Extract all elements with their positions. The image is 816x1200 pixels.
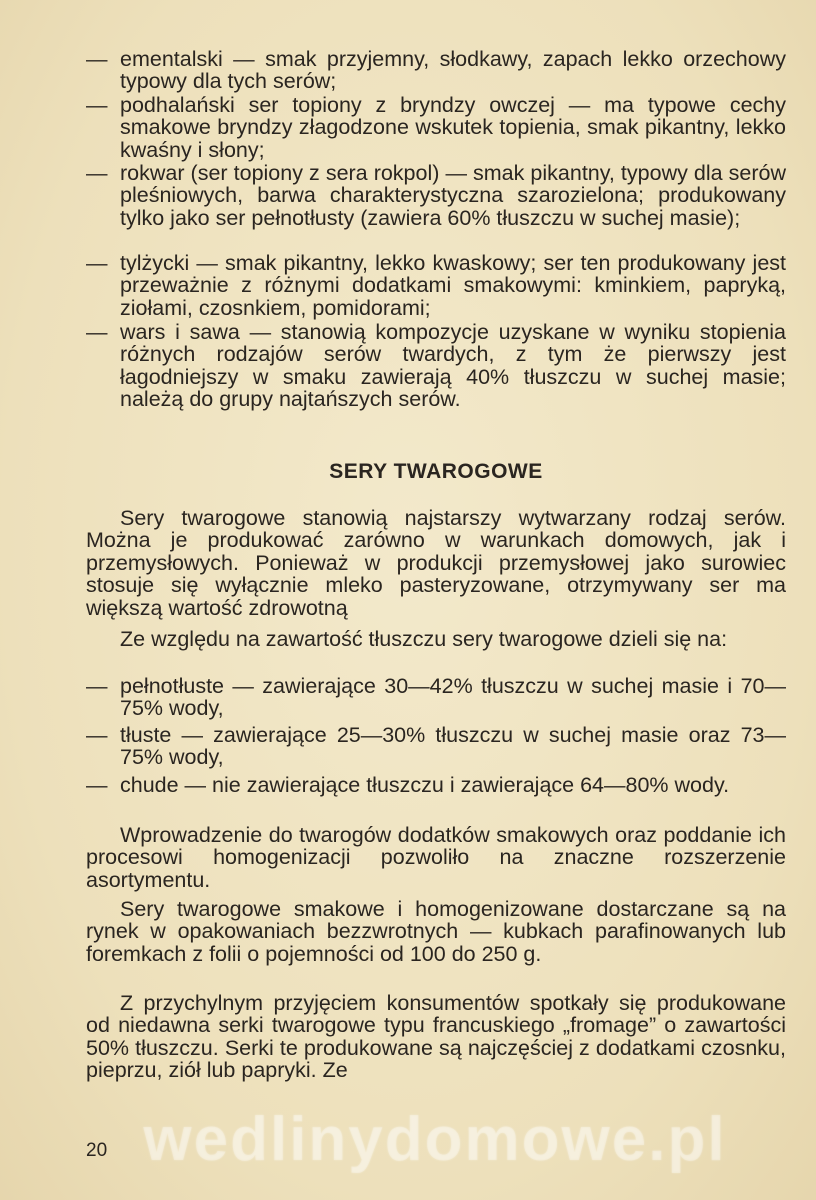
list-item-wars-i-sawa	[86, 321, 786, 411]
list-dash: —	[86, 773, 108, 797]
paragraph-fromage: Z przychylnym przyjęciem konsumentów spotkały się produkowane od niedawna serki twarogowe typu francuskiego „fromage” o zawartości 50% tłuszczu. Serki te produkowane są najczęściej z dodatkami czosnku, pieprzu, ziół lub papryki. Ze	[86, 991, 786, 1083]
list-item-text: ementalski — smak przyjemny, słodkawy, zapach lekko orzechowy typowy dla tych serów;	[120, 47, 786, 94]
page-number: 20	[86, 1140, 108, 1161]
paragraph-assortment: Wprowadzenie do twarogów dodatków smakowych oraz poddanie ich procesowi homogenizacji pozwoliło na znaczne rozszerzenie asortymentu.	[86, 823, 786, 892]
list-item-pelnotluste	[86, 675, 786, 720]
list-item-podhalanski	[86, 94, 786, 161]
section-heading: SERY TWAROGOWE	[329, 460, 543, 483]
list-item-tluste	[86, 724, 786, 769]
list-dash: —	[86, 320, 108, 344]
list-item-ementalski	[86, 48, 786, 93]
list-item-text: pełnotłuste — zawierające 30—42% tłuszczu w suchej masie i 70—75% wody,	[120, 674, 786, 721]
list-dash: —	[86, 47, 108, 71]
list-item-text: tylżycki — smak pikantny, lekko kwaskowy; ser ten produkowany jest przeważnie z różnymi dodatkami smakowymi: kminkiem, papryką, ziołami, czosnkiem, pomidorami;	[120, 251, 786, 320]
paragraph-intro: Sery twarogowe stanowią najstarszy wytwarzany rodzaj serów. Można je produkować zarówno w warunkach domowych, jak i przemysłowych. Ponieważ w produkcji przemysłowej jako surowiec stosuje się wyłącznie mleko pasteryzowane, otrzymywany ser ma większą wartość zdrowotną	[86, 506, 786, 620]
list-item-text: tłuste — zawierające 25—30% tłuszczu w suchej masie oraz 73—75% wody,	[120, 723, 786, 770]
list-item-tylzycki	[86, 252, 786, 319]
watermark: wedlinydomowe.pl	[143, 1105, 727, 1174]
list-dash: —	[86, 93, 108, 117]
list-dash: —	[86, 251, 108, 275]
list-item-text: rokwar (ser topiony z sera rokpol) — smak pikantny, typowy dla serów pleśniowych, barwa charakterystyczna szarozielona; produkowany tylko jako ser pełnotłusty (zawiera 60% tłuszczu w suchej masie);	[120, 161, 786, 230]
paragraph-packaging: Sery twarogowe smakowe i homogenizowane dostarczane są na rynek w opakowaniach bezzwrotnych — kubkach parafinowanych lub foremkach z folii o pojemności od 100 do 250 g.	[86, 897, 786, 966]
list-dash: —	[86, 674, 108, 698]
list-item-rokwar	[86, 162, 786, 229]
list-item-text: podhalański ser topiony z bryndzy owczej — ma typowe cechy smakowe bryndzy złagodzone wskutek topienia, smak pikantny, lekko kwaśny i słony;	[120, 93, 786, 162]
list-dash: —	[86, 723, 108, 747]
list-item-text: wars i sawa — stanowią kompozycje uzyskane w wyniku stopienia różnych rodzajów serów twardych, z tym że pierwszy jest łagodniejszy w smaku zawierają 40% tłuszczu w suchej masie; należą do grupy najtańszych serów.	[120, 320, 786, 412]
paragraph-fat-classification: Ze względu na zawartość tłuszczu sery twarogowe dzieli się na:	[120, 627, 728, 651]
list-item-chude	[86, 774, 786, 796]
list-item-text: chude — nie zawierające tłuszczu i zawierające 64—80% wody.	[120, 773, 730, 797]
list-dash: —	[86, 161, 108, 185]
